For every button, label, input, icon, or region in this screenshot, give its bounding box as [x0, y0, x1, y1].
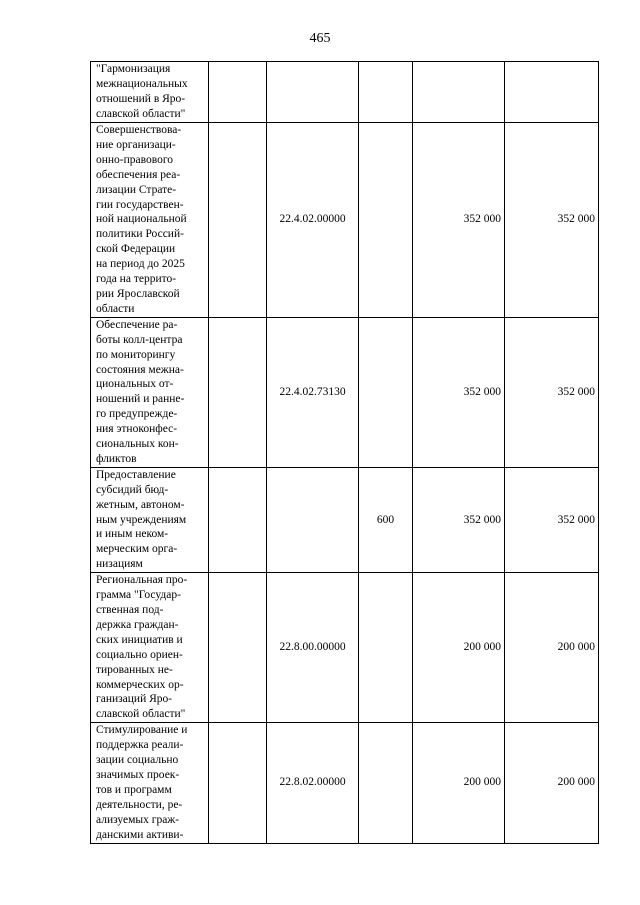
row-empty-cell — [209, 62, 267, 123]
table-row — [91, 62, 599, 123]
row-empty-cell — [209, 573, 267, 723]
row-name: Совершенствова- ние организаци- онно-правового обеспечения реа- лизации Страте- гии государствен- ной национальной политики Россий- ской Федерации на период до 2025 года на террито- рии Ярославской области — [91, 123, 209, 318]
row-amount-2: 352 000 — [505, 123, 599, 318]
row-target-code: 22.8.02.00000 — [267, 723, 359, 843]
row-amount-2: 200 000 — [505, 573, 599, 723]
row-target-code: 22.8.00.00000 — [267, 573, 359, 723]
row-target-code: 22.4.02.73130 — [267, 317, 359, 467]
row-expense-kind: 600 — [359, 467, 413, 572]
table-row — [91, 467, 599, 572]
row-expense-kind — [359, 573, 413, 723]
row-expense-kind — [359, 62, 413, 123]
row-amount-1: 352 000 — [413, 317, 505, 467]
row-name: "Гармонизация межнациональных отношений в Яро- славской области" — [91, 62, 209, 123]
row-expense-kind — [359, 723, 413, 843]
row-amount-2: 352 000 — [505, 467, 599, 572]
row-target-code — [267, 467, 359, 572]
row-name: Обеспечение ра- боты колл-центра по мониторингу состояния межна- циональных от- ношений и ранне- го предупрежде- ния этноконфес- сиональных кон- фликтов — [91, 317, 209, 467]
table-row — [91, 723, 599, 843]
row-target-code — [267, 62, 359, 123]
row-name: Стимулирование и поддержка реали- зации социально значимых проек- тов и программ деятельности, ре- ализуемых граж- данскими активи- — [91, 723, 209, 843]
row-expense-kind — [359, 123, 413, 318]
row-amount-1: 352 000 — [413, 123, 505, 318]
row-empty-cell — [209, 123, 267, 318]
row-amount-1: 200 000 — [413, 723, 505, 843]
row-empty-cell — [209, 317, 267, 467]
row-target-code: 22.4.02.00000 — [267, 123, 359, 318]
budget-table — [90, 61, 599, 844]
row-empty-cell — [209, 467, 267, 572]
table-row — [91, 123, 599, 318]
row-amount-1: 352 000 — [413, 467, 505, 572]
table-row — [91, 573, 599, 723]
row-empty-cell — [209, 723, 267, 843]
row-expense-kind — [359, 317, 413, 467]
row-amount-1: 200 000 — [413, 573, 505, 723]
row-name: Региональная про- грамма "Государ- ственная под- держка граждан- ских инициатив и социально ориен- тированных не- коммерческих ор- ганизаций Яро- славской области" — [91, 573, 209, 723]
row-amount-2: 200 000 — [505, 723, 599, 843]
row-amount-2 — [505, 62, 599, 123]
table-row — [91, 317, 599, 467]
row-name: Предоставление субсидий бюд- жетным, автоном- ным учреждениям и иным неком- мерческим орга- низациям — [91, 467, 209, 572]
row-amount-1 — [413, 62, 505, 123]
page-number: 465 — [309, 31, 331, 46]
row-amount-2: 352 000 — [505, 317, 599, 467]
